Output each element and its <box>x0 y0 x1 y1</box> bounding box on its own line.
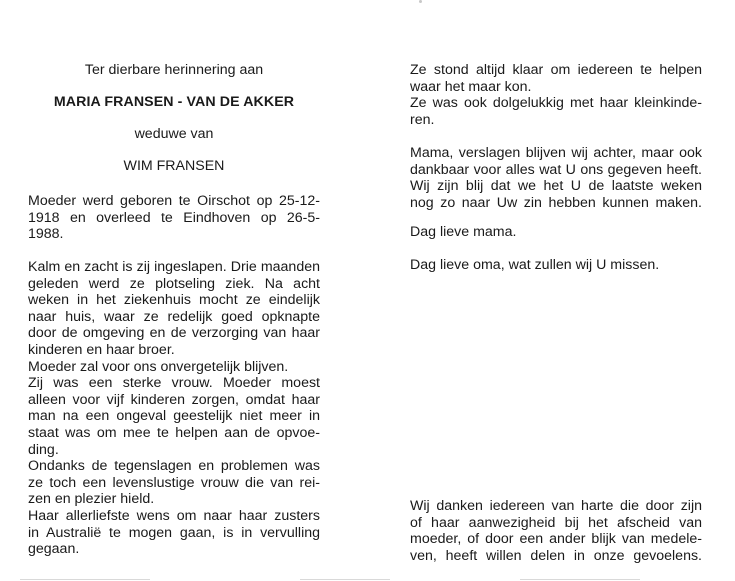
text-line: waar het maar kon. <box>410 78 532 95</box>
text-line: Zij was een sterke vrouw. Moeder moest <box>28 375 320 392</box>
text-line: Moeder werd geboren te Oirschot op 25-12- <box>28 193 320 209</box>
text-line: nog zo naar Uw zin hebben kunnen maken. <box>410 194 702 211</box>
farewell-mama: Dag lieve mama. <box>410 224 517 240</box>
text-line: Kalm en zacht is zij ingeslapen. Drie maanden <box>28 259 320 275</box>
helpfulness-paragraph <box>410 62 702 128</box>
text-line: Ze was ook dolgelukkig met haar kleinkinde- <box>410 95 702 112</box>
widow-of-text: weduwe van <box>134 126 214 142</box>
text-line: door de omgeving en de verzorging van haar <box>28 325 320 342</box>
intro-text: Ter dierbare herinnering aan <box>84 62 264 78</box>
text-line: dankbaar voor alles wat U ons gegeven heeft. <box>410 161 702 178</box>
text-line: ding. <box>28 441 59 458</box>
bottom-edge-line <box>520 579 640 580</box>
farewell-oma: Dag lieve oma, wat zullen wij U missen. <box>410 257 660 273</box>
birth-paragraph <box>28 193 320 243</box>
text-line: Ze stond altijd klaar om iedereen te helpen <box>410 62 702 78</box>
text-line: ren. <box>410 111 435 128</box>
text-line: of haar aanwezigheid bij het afscheid van <box>410 514 702 531</box>
text-line: staat was om mee te helpen aan de opvoe- <box>28 424 320 441</box>
text-line: naar huis, waar ze redelijk goed opknapte <box>28 308 320 325</box>
text-line: Wij zijn blij dat we het U de laatste weken <box>410 178 702 195</box>
text-line: weken in het ziekenhuis mocht ze eindelijk <box>28 292 320 309</box>
text-line: ven, heeft willen delen in onze gevoelens. <box>410 547 702 564</box>
text-line: in Australië te mogen gaan, is in vervulling <box>28 524 320 541</box>
text-line: Haar allerliefste wens om naar haar zusters <box>28 507 320 524</box>
text-line: 1988. <box>28 226 64 243</box>
deceased-name: MARIA FRANSEN - VAN DE AKKER <box>53 94 295 110</box>
text-line: 1918 en overleed te Eindhoven op 26-5- <box>28 209 320 226</box>
story-paragraph <box>28 259 320 558</box>
text-line: zen en plezier hield. <box>28 491 155 508</box>
bottom-edge-line <box>20 579 150 580</box>
text-line: alleen voor vijf kinderen zorgen, omdat haar <box>28 391 320 408</box>
text-line: Wij danken iedereen van harte die door zijn <box>410 498 702 514</box>
text-line: Mama, verslagen blijven wij achter, maar ook <box>410 145 702 161</box>
text-line: gegaan. <box>28 541 80 558</box>
text-line: moeder, of door een ander blijk van medele- <box>410 531 702 548</box>
text-line: ze toch een levenslustige vrouw die van rei- <box>28 474 320 491</box>
text-line: geleden werd ze plotseling ziek. Na acht <box>28 275 320 292</box>
thanks-paragraph <box>410 498 702 564</box>
text-line: man na een ongeval geestelijk niet meer in <box>28 408 320 425</box>
text-line: kinderen en haar broer. <box>28 341 175 358</box>
gratitude-paragraph <box>410 145 702 211</box>
text-line: Ondanks de tegenslagen en problemen was <box>28 458 320 475</box>
fold-mark <box>419 0 422 3</box>
bottom-edge-line <box>300 579 390 580</box>
text-line: Moeder zal voor ons onvergetelijk blijven. <box>28 358 289 375</box>
husband-name: WIM FRANSEN <box>123 158 225 174</box>
